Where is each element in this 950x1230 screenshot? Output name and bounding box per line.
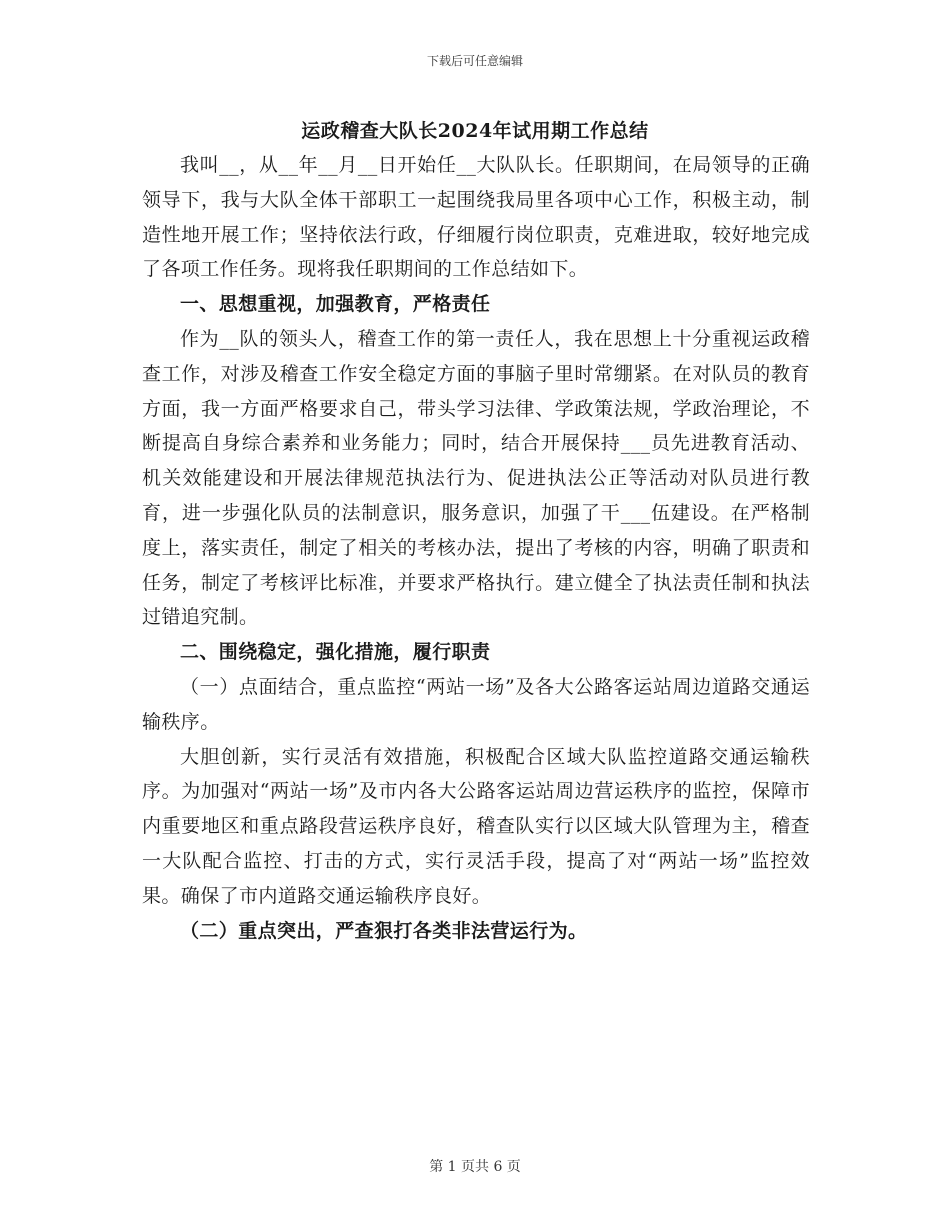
document-title: 运政稽查大队长2024年试用期工作总结: [301, 120, 649, 142]
document-body: [142, 148, 810, 948]
section-heading-1: 一、思想重视，加强教育，严格责任: [180, 293, 491, 316]
section-heading-2: 二、围绕稳定，强化措施，履行职责: [180, 641, 491, 664]
section-1-paragraph: 作为__队的领头人，稽查工作的第一责任人，我在思想上十分重视运政稽查工作，对涉及稽查工作安全稳定方面的事脑子里时常绷紧。在对队员的教育方面，我一方面严格要求自己，带头学习法律、学政策法规，学政治理论，不断提高自身综合素养和业务能力；同时，结合开展保持___员先进教育活动、机关效能建设和开展法律规范执法行为、促进执法公正等活动对队员进行教育，进一步强化队员的法制意识，服务意识，加强了干___伍建设。在严格制度上，落实责任，制定了相关的考核办法，提出了考核的内容，明确了职责和任务，制定了考核评比标准，并要求严格执行。建立健全了执法责任制和执法过错追究制。: [142, 327, 810, 629]
subsection-heading-2-1: （一）点面结合，重点监控“两站一场”及各大公路客运站周边道路交通运输秩序。: [142, 675, 810, 733]
subsection-2-1-paragraph: 大胆创新，实行灵活有效措施，积极配合区域大队监控道路交通运输秩序。为加强对“两站一场”及市内各大公路客运站周边营运秩序的监控，保障市内重要地区和重点路段营运秩序良好，稽查队实行以区域大队管理为主，稽查一大队配合监控、打击的方式，实行灵活手段，提高了对“两站一场”监控效果。确保了市内道路交通运输秩序良好。: [142, 745, 810, 907]
intro-paragraph: 我叫__，从__年__月__日开始任__大队队长。任职期间，在局领导的正确领导下，我与大队全体干部职工一起围绕我局里各项中心工作，积极主动，制造性地开展工作；坚持依法行政，仔细履行岗位职责，克难进取，较好地完成了各项工作任务。现将我任职期间的工作总结如下。: [142, 154, 810, 281]
page-number-footer: 第 1 页共 6 页: [429, 1159, 521, 1175]
page-header-note: 下载后可任意编辑: [426, 54, 523, 68]
subsection-heading-2-2: （二）重点突出，严查狠打各类非法营运行为。: [180, 919, 588, 942]
